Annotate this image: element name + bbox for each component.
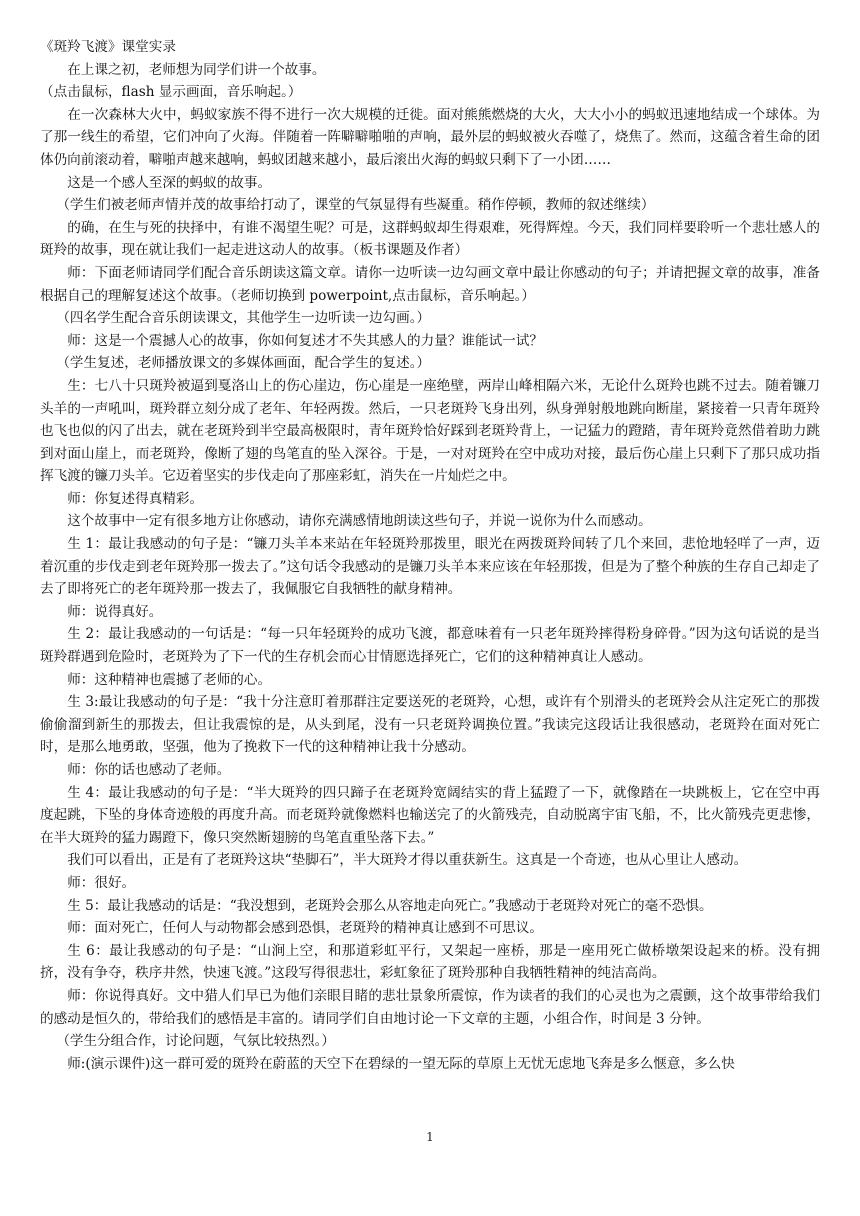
- paragraph: 在一次森林大火中，蚂蚁家族不得不进行一次大规模的迁徙。面对熊熊燃烧的大火，大大小小的蚂蚁迅速地结成一个球体。为了那一线生的希望，它们冲向了火海。伴随着一阵噼噼啪啪的声响，最外层的蚂蚁被火吞噬了，烧焦了。然而，这蕴含着生命的团体仍向前滚动着，噼啪声越来越响，蚂蚁团越来越小，最后滚出火海的蚂蚁只剩下了一小团……: [40, 106, 820, 168]
- paragraph: 这个故事中一定有很多地方让你感动，请你充满感情地朗读这些句子，并说一说你为什么而感动。: [67, 513, 652, 530]
- page-number: 1: [426, 1130, 434, 1144]
- paragraph: 在上课之初，老师想为同学们讲一个故事。: [67, 61, 326, 78]
- document-body: [40, 59, 820, 1076]
- paragraph: （学生分组合作，讨论问题，气氛比较热烈。）: [56, 1033, 335, 1050]
- paragraph: （四名学生配合音乐朗读课文，其他学生一边听读一边勾画。）: [56, 310, 431, 327]
- paragraph: 这是一个感人至深的蚂蚁的故事。: [67, 174, 272, 191]
- paragraph: 我们可以看出，正是有了老斑羚这块“垫脚石”，半大斑羚才得以重获新生。这真是一个奇迹，也从心里让人感动。: [67, 852, 748, 869]
- paragraph: 师：下面老师请同学们配合音乐朗读这篇文章。请你一边听读一边勾画文章中最让你感动的句子；并请把握文章的故事，准备根据自己的理解复述这个故事。（老师切换到 powerpoint,点击鼠标，音乐响起。）: [40, 264, 820, 304]
- paragraph: 师：你说得真好。文中猎人们早已为他们亲眼目睹的悲壮景象所震惊，作为读者的我们的心灵也为之震颤，这个故事带给我们的感动是恒久的，带给我们的感悟是丰富的。请同学们自由地讨论一下文章的主题，小组合作，时间是 3 分钟。: [40, 987, 820, 1027]
- paragraph: 生 4：最让我感动的句子是：“半大斑羚的四只蹄子在老斑羚宽阔结实的背上猛蹬了一下，就像踏在一块跳板上，它在空中再度起跳，下坠的身体奇迹般的再度升高。而老斑羚就像燃料也输送完了的火箭残壳，自动脱离宇宙飞船，不，比火箭残壳更悲惨，在半大斑羚的猛力踢蹬下，像只突然断翅膀的鸟笔直重坠落下去。”: [40, 784, 820, 846]
- paragraph: （学生复述，老师播放课文的多媒体画面，配合学生的复述。）: [56, 355, 431, 372]
- paragraph: 师：你复述得真精彩。: [67, 490, 204, 507]
- paragraph: 的确，在生与死的抉择中，有谁不渴望生呢？可是，这群蚂蚁却生得艰难，死得辉煌。今天，我们同样要聆听一个悲壮感人的斑羚的故事，现在就让我们一起走进这动人的故事。（板书课题及作者）: [40, 219, 820, 259]
- document-title: 《斑羚飞渡》课堂实录: [40, 39, 176, 55]
- paragraph: 师：面对死亡，任何人与动物都会感到恐惧，老斑羚的精神真让感到不可思议。: [67, 920, 543, 937]
- paragraph: 生 3:最让我感动的句子是：“我十分注意盯着那群注定要送死的老斑羚，心想，或许有个别滑头的老斑羚会从注定死亡的那拨偷偷溜到新生的那拨去，但让我震惊的是，从头到尾，没有一只老斑羚调换位置。”我读完这段话让我很感动，老斑羚在面对死亡时，是那么地勇敢，坚强，他为了挽救下一代的这种精神让我十分感动。: [40, 694, 820, 756]
- paragraph: （学生们被老师声情并茂的故事给打动了，课堂的气氛显得有些凝重。稍作停顿，教师的叙述继续）: [56, 197, 655, 214]
- paragraph: 生 1：最让我感动的句子是：“镰刀头羊本来站在年轻斑羚那拨里，眼光在两拨斑羚间转了几个来回，悲怆地轻咩了一声，迈着沉重的步伐走到老年斑羚那一拨去了。”这句话令我感动的是镰刀头羊本来应该在年轻那拨，但是为了整个种族的生存自己却走了去了即将死亡的老年斑羚那一拨去了，我佩服它自我牺牲的献身精神。: [40, 536, 820, 598]
- paragraph: 师：你的话也感动了老师。: [67, 762, 231, 778]
- paragraph: （点击鼠标，flash 显示画面，音乐响起。）: [40, 84, 302, 101]
- paragraph: 生 2：最让我感动的一句话是：“每一只年轻斑羚的成功飞渡，都意味着有一只老年斑羚摔得粉身碎骨。”因为这句话说的是当斑羚群遇到危险时，老斑羚为了下一代的生存机会而心甘情愿选择死亡，它们的这种精神真让人感动。: [40, 626, 820, 666]
- paragraph: 师：这种精神也震撼了老师的心。: [67, 671, 272, 688]
- paragraph: 生 6：最让我感动的句子是：“山涧上空，和那道彩虹平行，又架起一座桥，那是一座用死亡做桥墩架设起来的桥。没有拥挤，没有争夺，秩序井然，快速飞渡。”这段写得很悲壮，彩虹象征了斑羚那种自我牺牲精神的纯洁高尚。: [40, 942, 820, 982]
- paragraph: 师：这是一个震撼人心的故事，你如何复述才不失其感人的力量？谁能试一试？: [67, 332, 543, 349]
- paragraph: 师:(演示课件)这一群可爱的斑羚在蔚蓝的天空下在碧绿的一望无际的草原上无忧无虑地飞奔是多么惬意，多么快: [67, 1055, 735, 1072]
- paragraph: 师：说得真好。: [67, 603, 163, 620]
- paragraph: 生：七八十只斑羚被逼到戛洛山上的伤心崖边，伤心崖是一座绝壁，两岸山峰相隔六米，无论什么斑羚也跳不过去。随着镰刀头羊的一声吼叫，斑羚群立刻分成了老年、年轻两拨。然后，一只老斑羚飞身出列，纵身弹射般地跳向断崖，紧接着一只青年斑羚也飞也似的闪了出去，就在老斑羚到半空最高极限时，青年斑羚恰好踩到老斑羚背上，一记猛力的蹬踏，青年斑羚竟然借着助力跳到对面山崖上，而老斑羚，像断了翅的鸟笔直的坠入深谷。于是，一对对斑羚在空中成功对接，最后伤心崖上只剩下了那只成功指挥飞渡的镰刀头羊。它迈着坚实的步伐走向了那座彩虹，消失在一片灿烂之中。: [40, 377, 820, 485]
- paragraph: 师：很好。: [67, 874, 136, 891]
- paragraph: 生 5：最让我感动的话是：“我没想到，老斑羚会那么从容地走向死亡。”我感动于老斑羚对死亡的毫不恐惧。: [67, 897, 713, 914]
